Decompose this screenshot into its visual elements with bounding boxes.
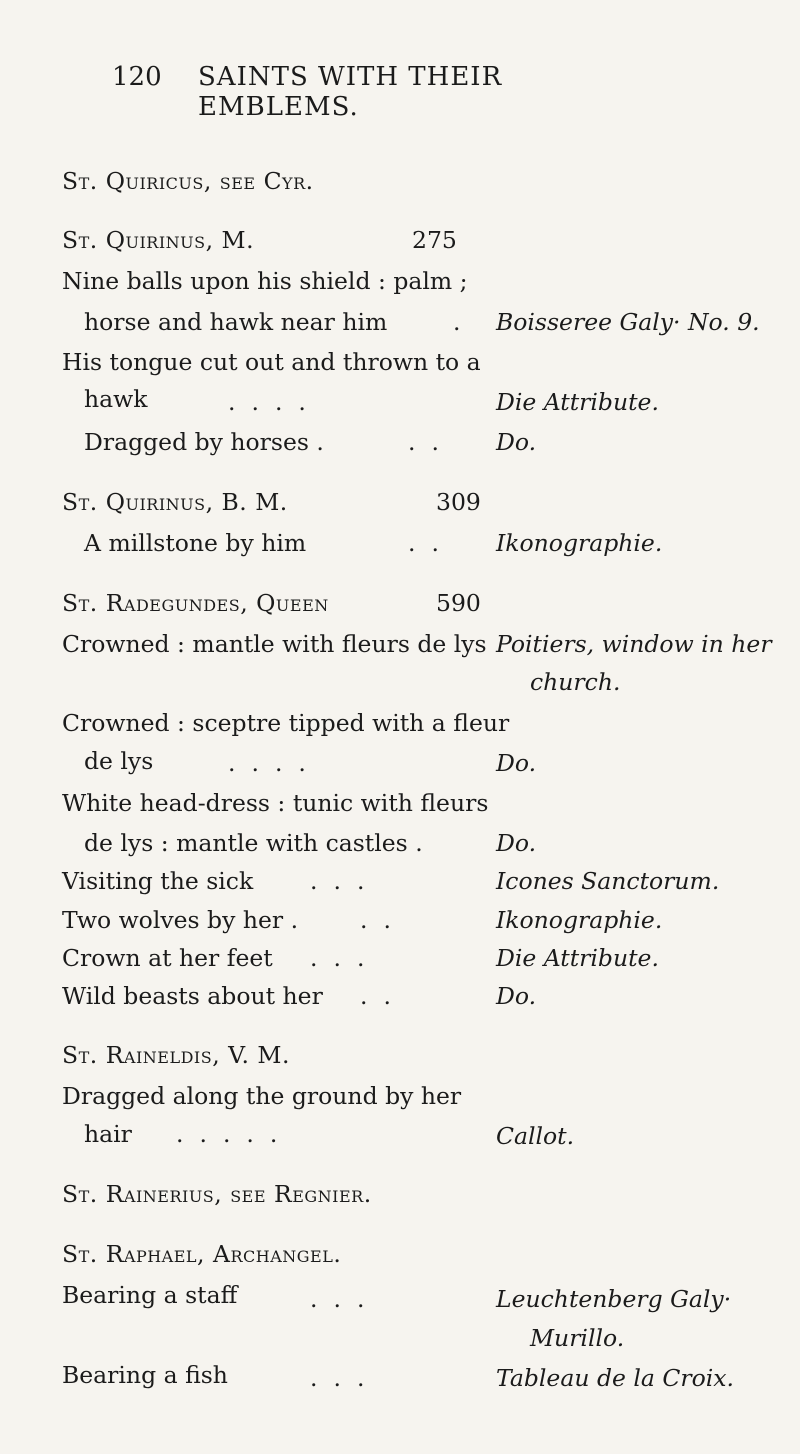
source-citation: Poitiers, window in her [496, 630, 772, 658]
emblem-line: His tongue cut out and thrown to a [62, 348, 481, 376]
emblem-line: Bearing a fish [62, 1361, 228, 1389]
emblem-line: A millstone by him [84, 529, 307, 557]
leader-dots: .. [360, 906, 407, 934]
entry-heading-radegundes: St. Radegundes, Queen [62, 589, 329, 617]
leader-dots: ... [310, 944, 381, 972]
emblem-line: White head-dress : tunic with fleurs [62, 789, 489, 817]
entry-heading-quiricus: St. Quiricus, see Cyr. [62, 167, 314, 195]
source-citation: Ikonographie. [496, 906, 663, 934]
entry-year: 275 [412, 226, 457, 254]
source-citation: Ikonographie. [496, 529, 663, 557]
emblem-line: Dragged by horses . [84, 428, 324, 456]
emblem-line: Crowned : sceptre tipped with a fleur [62, 709, 510, 737]
entry-year: 590 [436, 589, 481, 617]
leader-dots: ... [310, 1285, 381, 1313]
running-title: SAINTS WITH THEIR EMBLEMS. [198, 62, 503, 122]
source-citation: church. [530, 668, 621, 696]
source-citation: Icones Sanctorum. [496, 867, 720, 895]
source-citation: Do. [496, 982, 537, 1010]
leader-dots: .. [408, 428, 455, 456]
leader-dots: .. [408, 529, 455, 557]
entry-heading-raphael: St. Raphael, Archangel. [62, 1240, 342, 1268]
emblem-line: Wild beasts about her [62, 982, 323, 1010]
emblem-line: Visiting the sick [62, 867, 254, 895]
emblem-line: Dragged along the ground by her [62, 1082, 462, 1110]
source-citation: Callot. [496, 1122, 575, 1150]
source-citation: Die Attribute. [496, 944, 659, 972]
emblem-line: Two wolves by her . [62, 906, 299, 934]
leader-dots: .... [228, 388, 322, 416]
source-citation: Leuchtenberg Galy· [496, 1285, 732, 1313]
emblem-line: Crowned : mantle with fleurs de lys [62, 630, 487, 658]
emblem-line: Crown at her feet [62, 944, 273, 972]
source-citation: Do. [496, 749, 537, 777]
emblem-line: Bearing a staff [62, 1281, 238, 1309]
leader-dots: ... [310, 1364, 381, 1392]
entry-year: 309 [436, 488, 481, 516]
emblem-line: hawk [84, 385, 148, 413]
leader-dots: ..... [176, 1120, 294, 1148]
page-header [112, 62, 672, 122]
emblem-line: de lys [84, 747, 154, 775]
leader-dots: ... [310, 867, 381, 895]
source-citation: Tableau de la Croix. [496, 1364, 734, 1392]
entry-heading-rainerius: St. Rainerius, see Regnier. [62, 1180, 372, 1208]
source-citation: Do. [496, 829, 537, 857]
emblem-line: de lys : mantle with castles . [84, 829, 423, 857]
source-citation: Do. [496, 428, 537, 456]
leader-dots: .... [228, 749, 322, 777]
leader-dots: .. [360, 982, 407, 1010]
entry-heading-raineldis: St. Raineldis, V. M. [62, 1041, 290, 1069]
emblem-line: hair [84, 1120, 132, 1148]
source-citation: Die Attribute. [496, 388, 659, 416]
entry-heading-quirinus-bm: St. Quirinus, B. M. [62, 488, 288, 516]
source-citation: Murillo. [530, 1324, 625, 1352]
source-citation: Boisseree Galy· No. 9. [496, 308, 760, 336]
page-number: 120 [112, 62, 162, 92]
emblem-line: horse and hawk near him [84, 308, 388, 336]
entry-heading-quirinus-m: St. Quirinus, M. [62, 226, 255, 254]
emblem-line: Nine balls upon his shield : palm ; [62, 267, 468, 295]
leader-dots: . [453, 308, 477, 336]
